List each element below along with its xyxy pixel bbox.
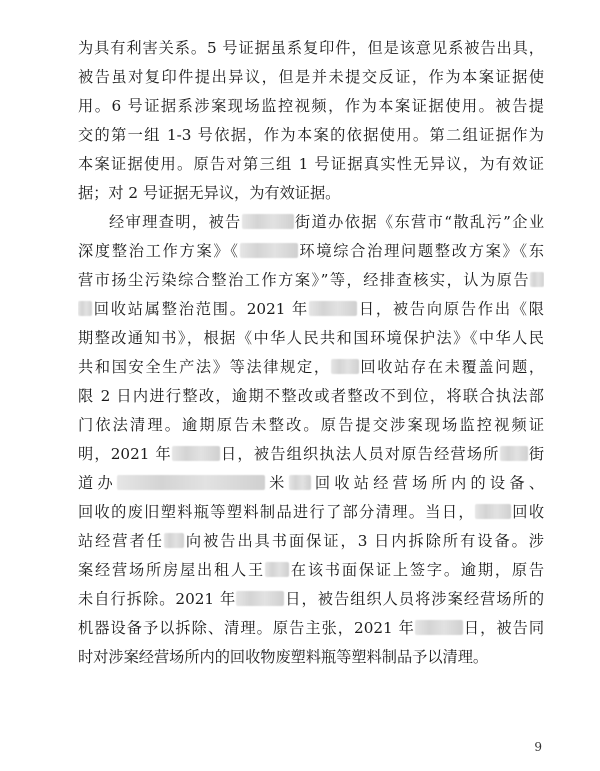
redaction: [530, 272, 544, 287]
redaction: [117, 475, 265, 490]
text-span: 日，被告组织执法人员对原告经营场所: [219, 445, 500, 463]
text-line: 交的第一组 1-3 号依据，作为本案的依据使用。第二组证据作为: [78, 126, 544, 144]
text-line: [78, 266, 544, 295]
text-span: 米: [264, 474, 289, 492]
text-line: [78, 498, 544, 527]
text-span: 道办: [78, 474, 117, 492]
text-span: 深度整治工作方案》《: [78, 242, 240, 260]
text-span: 在该书面保证上签字。逾期，原告: [289, 561, 544, 579]
text-span: 机器设备予以拆除、清理。原告主张，2021 年: [78, 619, 415, 637]
redaction: [242, 214, 294, 229]
text-span: 站经营者任: [78, 532, 164, 550]
text-line: 本案证据使用。原告对第三组 1 号证据真实性无异议，为有效证: [78, 155, 544, 173]
text-line: [78, 527, 544, 556]
text-line: 据；对 2 号证据无异议，为有效证据。: [78, 184, 341, 202]
text-line: [78, 295, 544, 324]
body-text: [78, 34, 544, 672]
text-span: 回收: [510, 503, 544, 521]
redaction: [475, 504, 511, 519]
text-line: [78, 208, 544, 237]
redaction: [236, 591, 284, 606]
text-span: 营市扬尘污染综合整治工作方案》”等，经排查核实，认为原告: [78, 271, 530, 289]
text-line: 为具有利害关系。5 号证据虽系复印件，但是该意见系被告出具，: [78, 39, 544, 57]
redaction: [289, 475, 311, 490]
text-span: 回收站经营场所内的设备、: [310, 474, 544, 492]
redaction: [172, 446, 220, 461]
text-span: 环境综合治理问题整改方案》《东: [297, 242, 544, 260]
text-line: [78, 556, 544, 585]
text-span: 明，2021 年: [78, 445, 172, 463]
text-span: 街道办依据《东营市“散乱污”企业: [293, 213, 544, 231]
text-line: 用。6 号证据系涉案现场监控视频，作为本案证据使用。被告提: [78, 97, 544, 115]
text-span: 街: [527, 445, 544, 463]
text-line: [78, 237, 544, 266]
text-span: 未自行拆除。2021 年: [78, 590, 237, 608]
text-line: [78, 614, 544, 643]
text-span: 回收的废旧塑料瓶等塑料制品进行了部分清理。当日，: [78, 503, 475, 521]
text-span: 经审理查明，被告: [109, 213, 242, 231]
redaction: [415, 620, 463, 635]
text-span: 向被告出具书面保证，3 日内拆除所有设备。涉: [183, 532, 544, 550]
redaction: [309, 301, 357, 316]
text-span: 日，被告同: [462, 619, 544, 637]
text-span: 回收站存在未覆盖问题，: [358, 358, 544, 376]
text-span: 回收站属整治范围。2021 年: [92, 300, 310, 318]
text-line: [78, 585, 544, 614]
text-line: 限 2 日内进行整改，逾期不整改或者整改不到位，将联合执法部: [78, 387, 544, 405]
text-line: 门依法清理。逾期原告未整改。原告提交涉案现场监控视频证: [78, 416, 544, 434]
text-line: 时对涉案经营场所内的回收物废塑料瓶等塑料制品予以清理。: [78, 648, 489, 666]
text-span: 案经营场所房屋出租人王: [78, 561, 265, 579]
redaction: [265, 562, 289, 577]
text-line: [78, 353, 544, 382]
text-span: 日，被告组织人员将涉案经营场所的: [284, 590, 544, 608]
redaction: [78, 301, 92, 316]
text-span: 日，被告向原告作出《限: [357, 300, 544, 318]
redaction: [331, 359, 359, 374]
text-line: [78, 469, 544, 498]
text-line: [78, 440, 544, 469]
text-line: 被告虽对复印件提出异议，但是并未提交反证，作为本案证据使: [78, 68, 544, 86]
redaction: [500, 446, 528, 461]
text-span: 共和国安全生产法》等法律规定，: [78, 358, 331, 376]
redaction: [164, 533, 184, 548]
text-line: 期整改通知书》，根据《中华人民共和国环境保护法》《中华人民: [78, 329, 544, 347]
redaction: [240, 243, 298, 258]
page-number: 9: [534, 740, 542, 754]
